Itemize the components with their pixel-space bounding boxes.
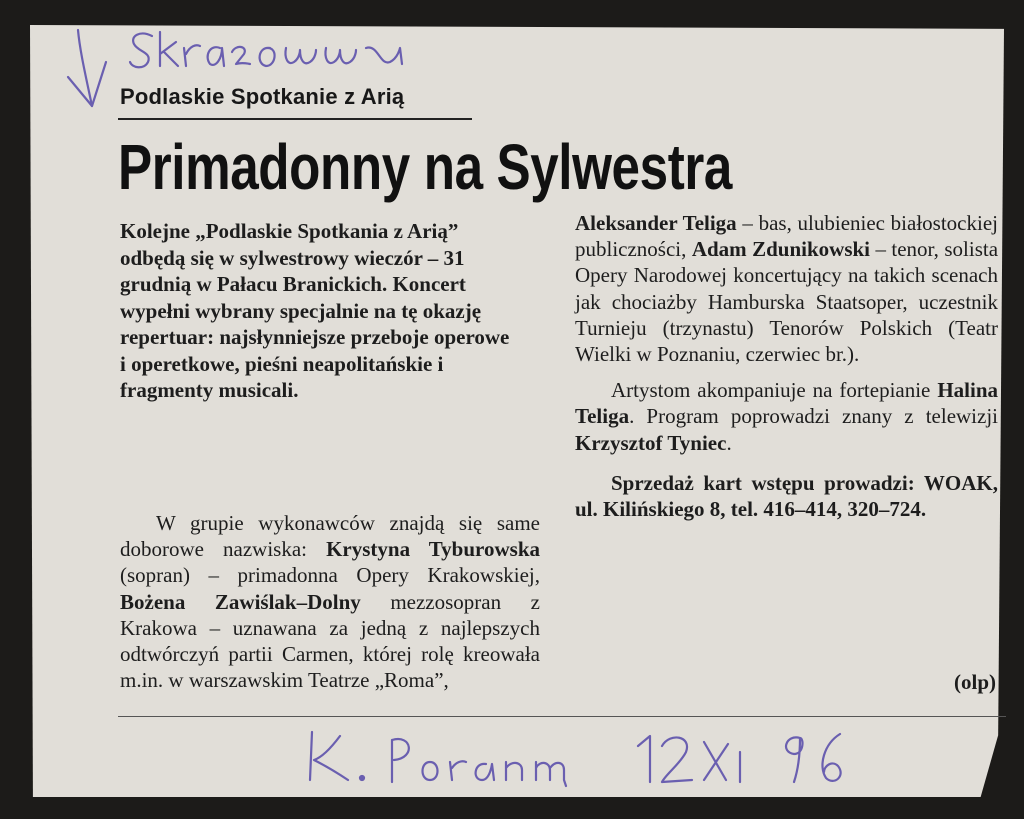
bottom-divider	[118, 716, 1006, 717]
performer-name: Bożena Zawiślak–Dolny	[120, 589, 361, 614]
article-lead: Kolejne „Podlaskie Spotkania z Arią” odbędą się w sylwestrowy wieczór – 31 grudnią w Pałacu Branickich. Koncert wypełni wybrany specjalnie na tę okazję repertuar: najsłynniejsze przeboje operowe i operetkowe, pieśni neapolitańskie i fragmenty musicali.	[120, 219, 510, 402]
performer-name: Aleksander Teliga	[575, 211, 737, 235]
body-paragraph: W grupie wykonawców znajdą się same doborowe nazwiska: Krystyna Tyburowska (sopran) – primadonna Opery Krakowskiej, Bożena Zawiślak–Dolny mezzosopran z Krakowa – uznawana za jedną z najlepszych odtwórczyń partii Carmen, której rolę kreowała m.in. w warszawskim Teatrze „Roma”,	[120, 511, 541, 693]
performer-name: Halina Teliga	[575, 378, 998, 429]
article-body-column-2	[575, 210, 998, 522]
article-body-column-1	[120, 510, 540, 693]
author-signature: (olp)	[954, 670, 996, 694]
ticket-sales-info: Sprzedaż kart wstępu prowadzi: WOAK, ul. Kilińskiego 8, tel. 416–414, 320–724.	[575, 470, 998, 522]
performer-name: Krystyna Tyburowska	[326, 537, 541, 562]
article-headline: Primadonny na Sylwestra	[118, 131, 732, 203]
performer-name: Adam Zdunikowski	[691, 237, 871, 262]
handwritten-source-annotation	[300, 722, 900, 792]
section-divider	[118, 118, 472, 120]
section-title: Podlaskie Spotkanie z Arią	[120, 84, 405, 109]
body-paragraph-continued: Aleksander Teliga – bas, ulubieniec białostockiej publiczności, Adam Zdunikowski – tenor, solista Opery Narodowej koncertujący na takich scenach jak chociażby Hamburska Staatsoper, uczestnik Turnieju (trzynastu) Tenorów Polskich (Teatr Wielki w Poznaniu, czerwiec br.).	[575, 211, 999, 367]
body-paragraph: Artystom akompaniuje na fortepianie Halina Teliga. Program poprowadzi znany z telewizji Krzysztof Tyniec.	[575, 378, 998, 455]
presenter-name: Krzysztof Tyniec	[575, 430, 727, 455]
